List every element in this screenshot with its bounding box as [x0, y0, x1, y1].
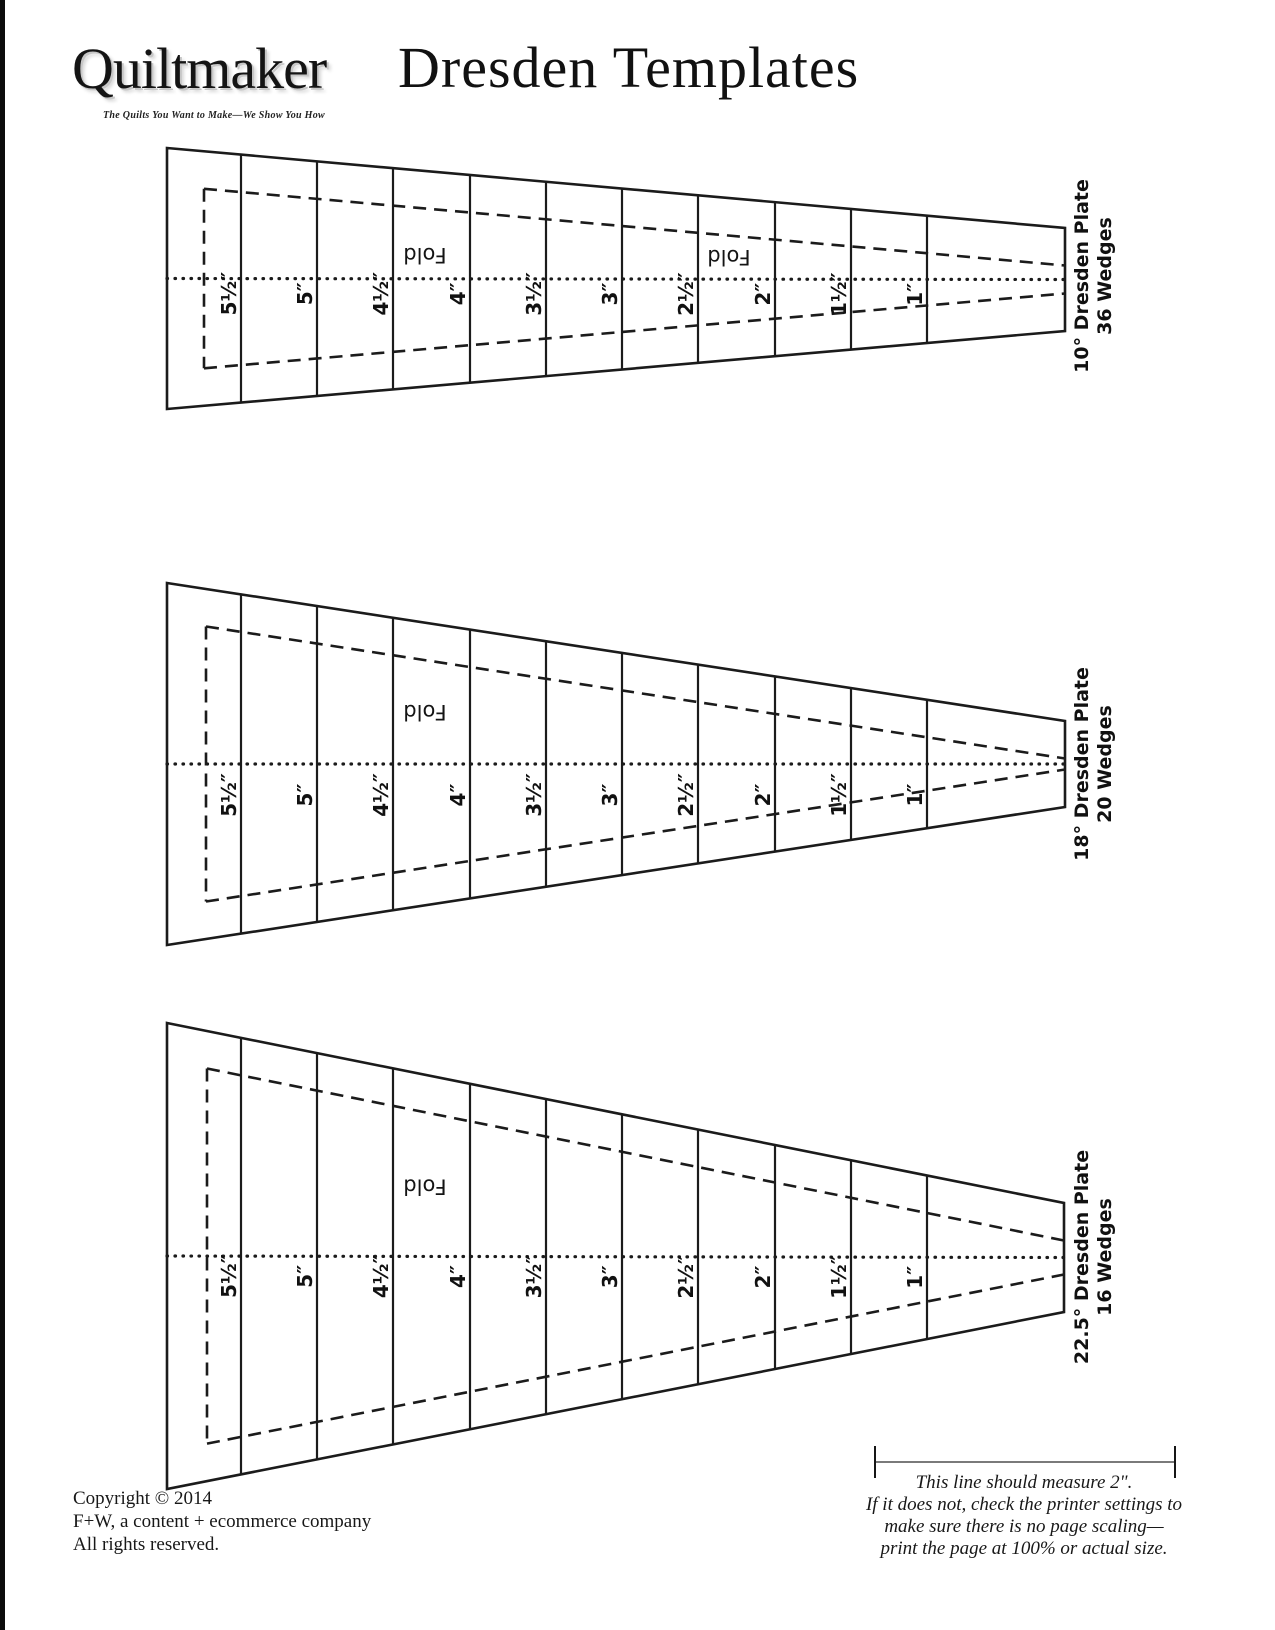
scaling-note-line: This line should measure 2". [915, 1472, 1133, 1493]
measurement-label: 4½″ [369, 1254, 393, 1299]
page-title: Dresden Templates [398, 35, 860, 100]
copyright-line: Copyright © 2014 [73, 1488, 212, 1509]
measurement-label: 3″ [598, 783, 622, 807]
center-fold-line [167, 1256, 1064, 1258]
measurement-label: 4″ [446, 1265, 470, 1288]
measurement-label: 5″ [293, 282, 317, 306]
wedge-template-18deg [167, 583, 1065, 945]
fold-label: Fold [403, 700, 447, 724]
template-name: 22.5° Dresden Plate [1071, 1149, 1093, 1365]
measurement-label: 1½″ [827, 773, 851, 817]
scaling-note-line: make sure there is no page scaling— [884, 1516, 1164, 1537]
measurement-label: 3″ [598, 1265, 622, 1289]
copyright-line: F+W, a content + ecommerce company [73, 1511, 372, 1532]
copyright [73, 1487, 371, 1556]
template-wedge-count: 16 Wedges [1094, 1198, 1116, 1316]
measurement-label: 4½″ [369, 271, 393, 316]
measurement-label: 2½″ [674, 773, 698, 817]
measurement-label: 5½″ [217, 271, 241, 316]
scale-test-line [876, 1461, 1176, 1463]
measurement-label: 3½″ [522, 773, 546, 817]
fold-label: Fold [403, 1174, 447, 1199]
center-fold-line [167, 279, 1065, 280]
wedge-template-10deg [167, 148, 1065, 409]
measurement-label: 2½″ [674, 272, 698, 316]
logo-tagline: The Quilts You Want to Make—We Show You How [103, 110, 326, 121]
seam-allowance-line [204, 294, 1065, 369]
fold-label: Fold [707, 245, 751, 270]
measurement-label: 3″ [598, 282, 622, 306]
measurement-label: 5½″ [217, 1254, 241, 1298]
measurement-label: 5″ [293, 783, 317, 807]
measurement-label: 1½″ [827, 272, 851, 317]
measurement-label: 3½″ [522, 272, 546, 316]
template-wedge-count: 20 Wedges [1094, 705, 1116, 823]
quiltmaker-logo: Quiltmaker [72, 36, 327, 101]
measurement-label: 4″ [446, 783, 470, 807]
measurement-label: 2½″ [674, 1255, 698, 1299]
measurement-label: 1″ [903, 783, 927, 807]
copyright-line: All rights reserved. [73, 1534, 220, 1555]
measurement-label: 2″ [751, 1265, 775, 1289]
scaling-note-line: If it does not, check the printer settings to [865, 1494, 1183, 1515]
measurement-label: 5½″ [217, 773, 241, 817]
fold-label: Fold [403, 242, 447, 267]
template-wedge-count: 36 Wedges [1094, 217, 1116, 335]
measurement-label: 4″ [446, 282, 470, 306]
seam-allowance-line [207, 1275, 1064, 1444]
template-name: 10° Dresden Plate [1071, 179, 1093, 373]
measurement-label: 2″ [751, 282, 775, 306]
scaling-note-line: print the page at 100% or actual size. [880, 1538, 1168, 1559]
measurement-label: 1″ [903, 1265, 927, 1289]
seam-allowance-line [204, 189, 1065, 266]
measurement-label: 4½″ [369, 773, 393, 817]
wedge-template-22-5deg [167, 1023, 1064, 1489]
measurement-label: 1½″ [827, 1255, 851, 1299]
seam-allowance-line [207, 1069, 1064, 1241]
measurement-label: 2″ [751, 783, 775, 807]
seam-allowance-line [206, 626, 1065, 758]
seam-allowance-line [206, 770, 1065, 902]
measurement-label: 1″ [903, 282, 927, 306]
scaling-note [826, 1472, 1222, 1560]
measurement-label: 5″ [293, 1264, 317, 1288]
measurement-label: 3½″ [522, 1254, 546, 1299]
template-name: 18° Dresden Plate [1071, 667, 1093, 861]
